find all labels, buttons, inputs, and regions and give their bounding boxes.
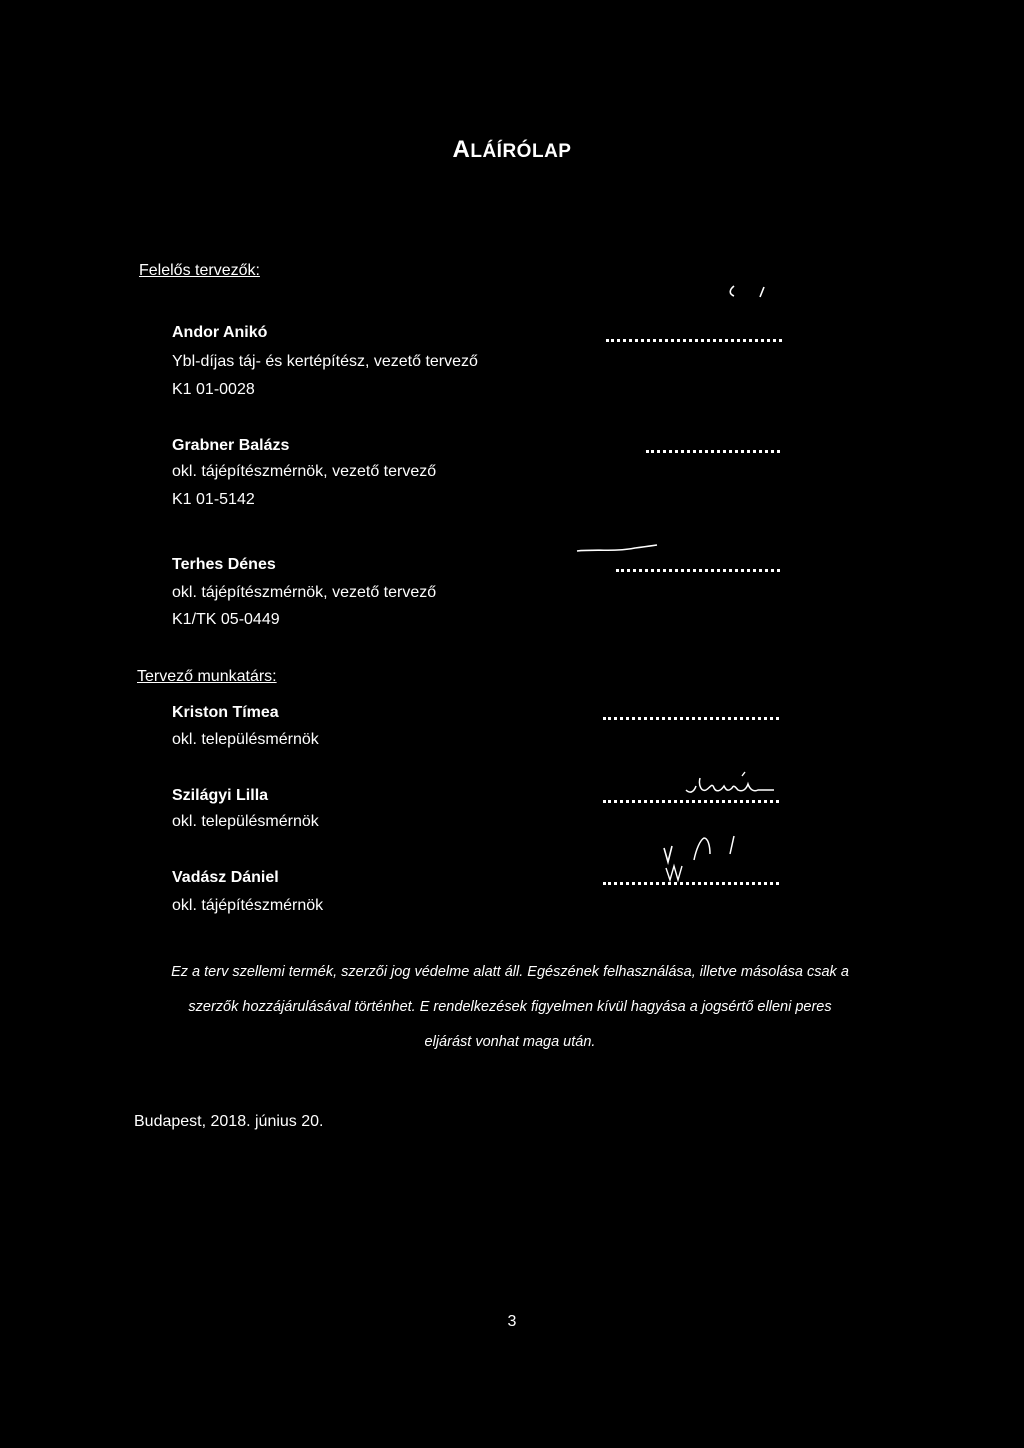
place-date: Budapest, 2018. június 20. — [134, 1113, 324, 1130]
signature-line — [603, 717, 779, 720]
notice-line: eljárást vonhat maga után. — [424, 1034, 596, 1050]
notice-line: Ez a terv szellemi termék, szerzői jog védelme alatt áll. Egészének felhasználása, illetve másolása csak a — [171, 964, 849, 980]
designer-name: Grabner Balázs — [172, 437, 290, 454]
page-title — [0, 136, 1024, 164]
page-number: 3 — [507, 1313, 517, 1330]
collaborator-name: Szilágyi Lilla — [172, 787, 269, 804]
collaborator-name: Kriston Tímea — [172, 704, 279, 721]
signature-line — [603, 800, 779, 803]
designer-registration: K1/TK 05-0449 — [172, 611, 280, 628]
designer-registration: K1 01-5142 — [172, 491, 255, 508]
designer-name: Andor Anikó — [172, 324, 268, 341]
designer-role: okl. tájépítészmérnök, vezető tervező — [172, 584, 437, 601]
signature-mark-terhes — [575, 542, 665, 556]
signature-mark-vadasz — [660, 830, 750, 888]
collaborator-role: okl. településmérnök — [172, 813, 319, 830]
collaborator-name: Vadász Dániel — [172, 869, 279, 886]
collaborator-role: okl. tájépítészmérnök — [172, 897, 324, 914]
designer-name: Terhes Dénes — [172, 556, 276, 573]
designer-role: okl. tájépítészmérnök, vezető tervező — [172, 463, 437, 480]
responsible-designers-label: Felelős tervezők: — [139, 262, 260, 279]
signature-mark-szilagyi — [684, 770, 776, 800]
signature-line — [606, 339, 782, 342]
collaborator-role: okl. településmérnök — [172, 731, 319, 748]
collaborators-label: Tervező munkatárs: — [137, 668, 277, 685]
designer-registration: K1 01-0028 — [172, 381, 255, 398]
signature-line — [616, 569, 780, 572]
notice-line: szerzők hozzájárulásával történhet. E rendelkezések figyelmen kívül hagyása a jogsértő elleni peres — [188, 999, 832, 1015]
designer-role: Ybl-díjas táj- és kertépítész, vezető tervező — [172, 353, 478, 370]
page-title-display: ALÁÍRÓLAP — [452, 136, 572, 163]
copyright-notice — [130, 955, 890, 1060]
signature-mark-andor — [726, 282, 776, 302]
signature-line — [646, 450, 780, 453]
